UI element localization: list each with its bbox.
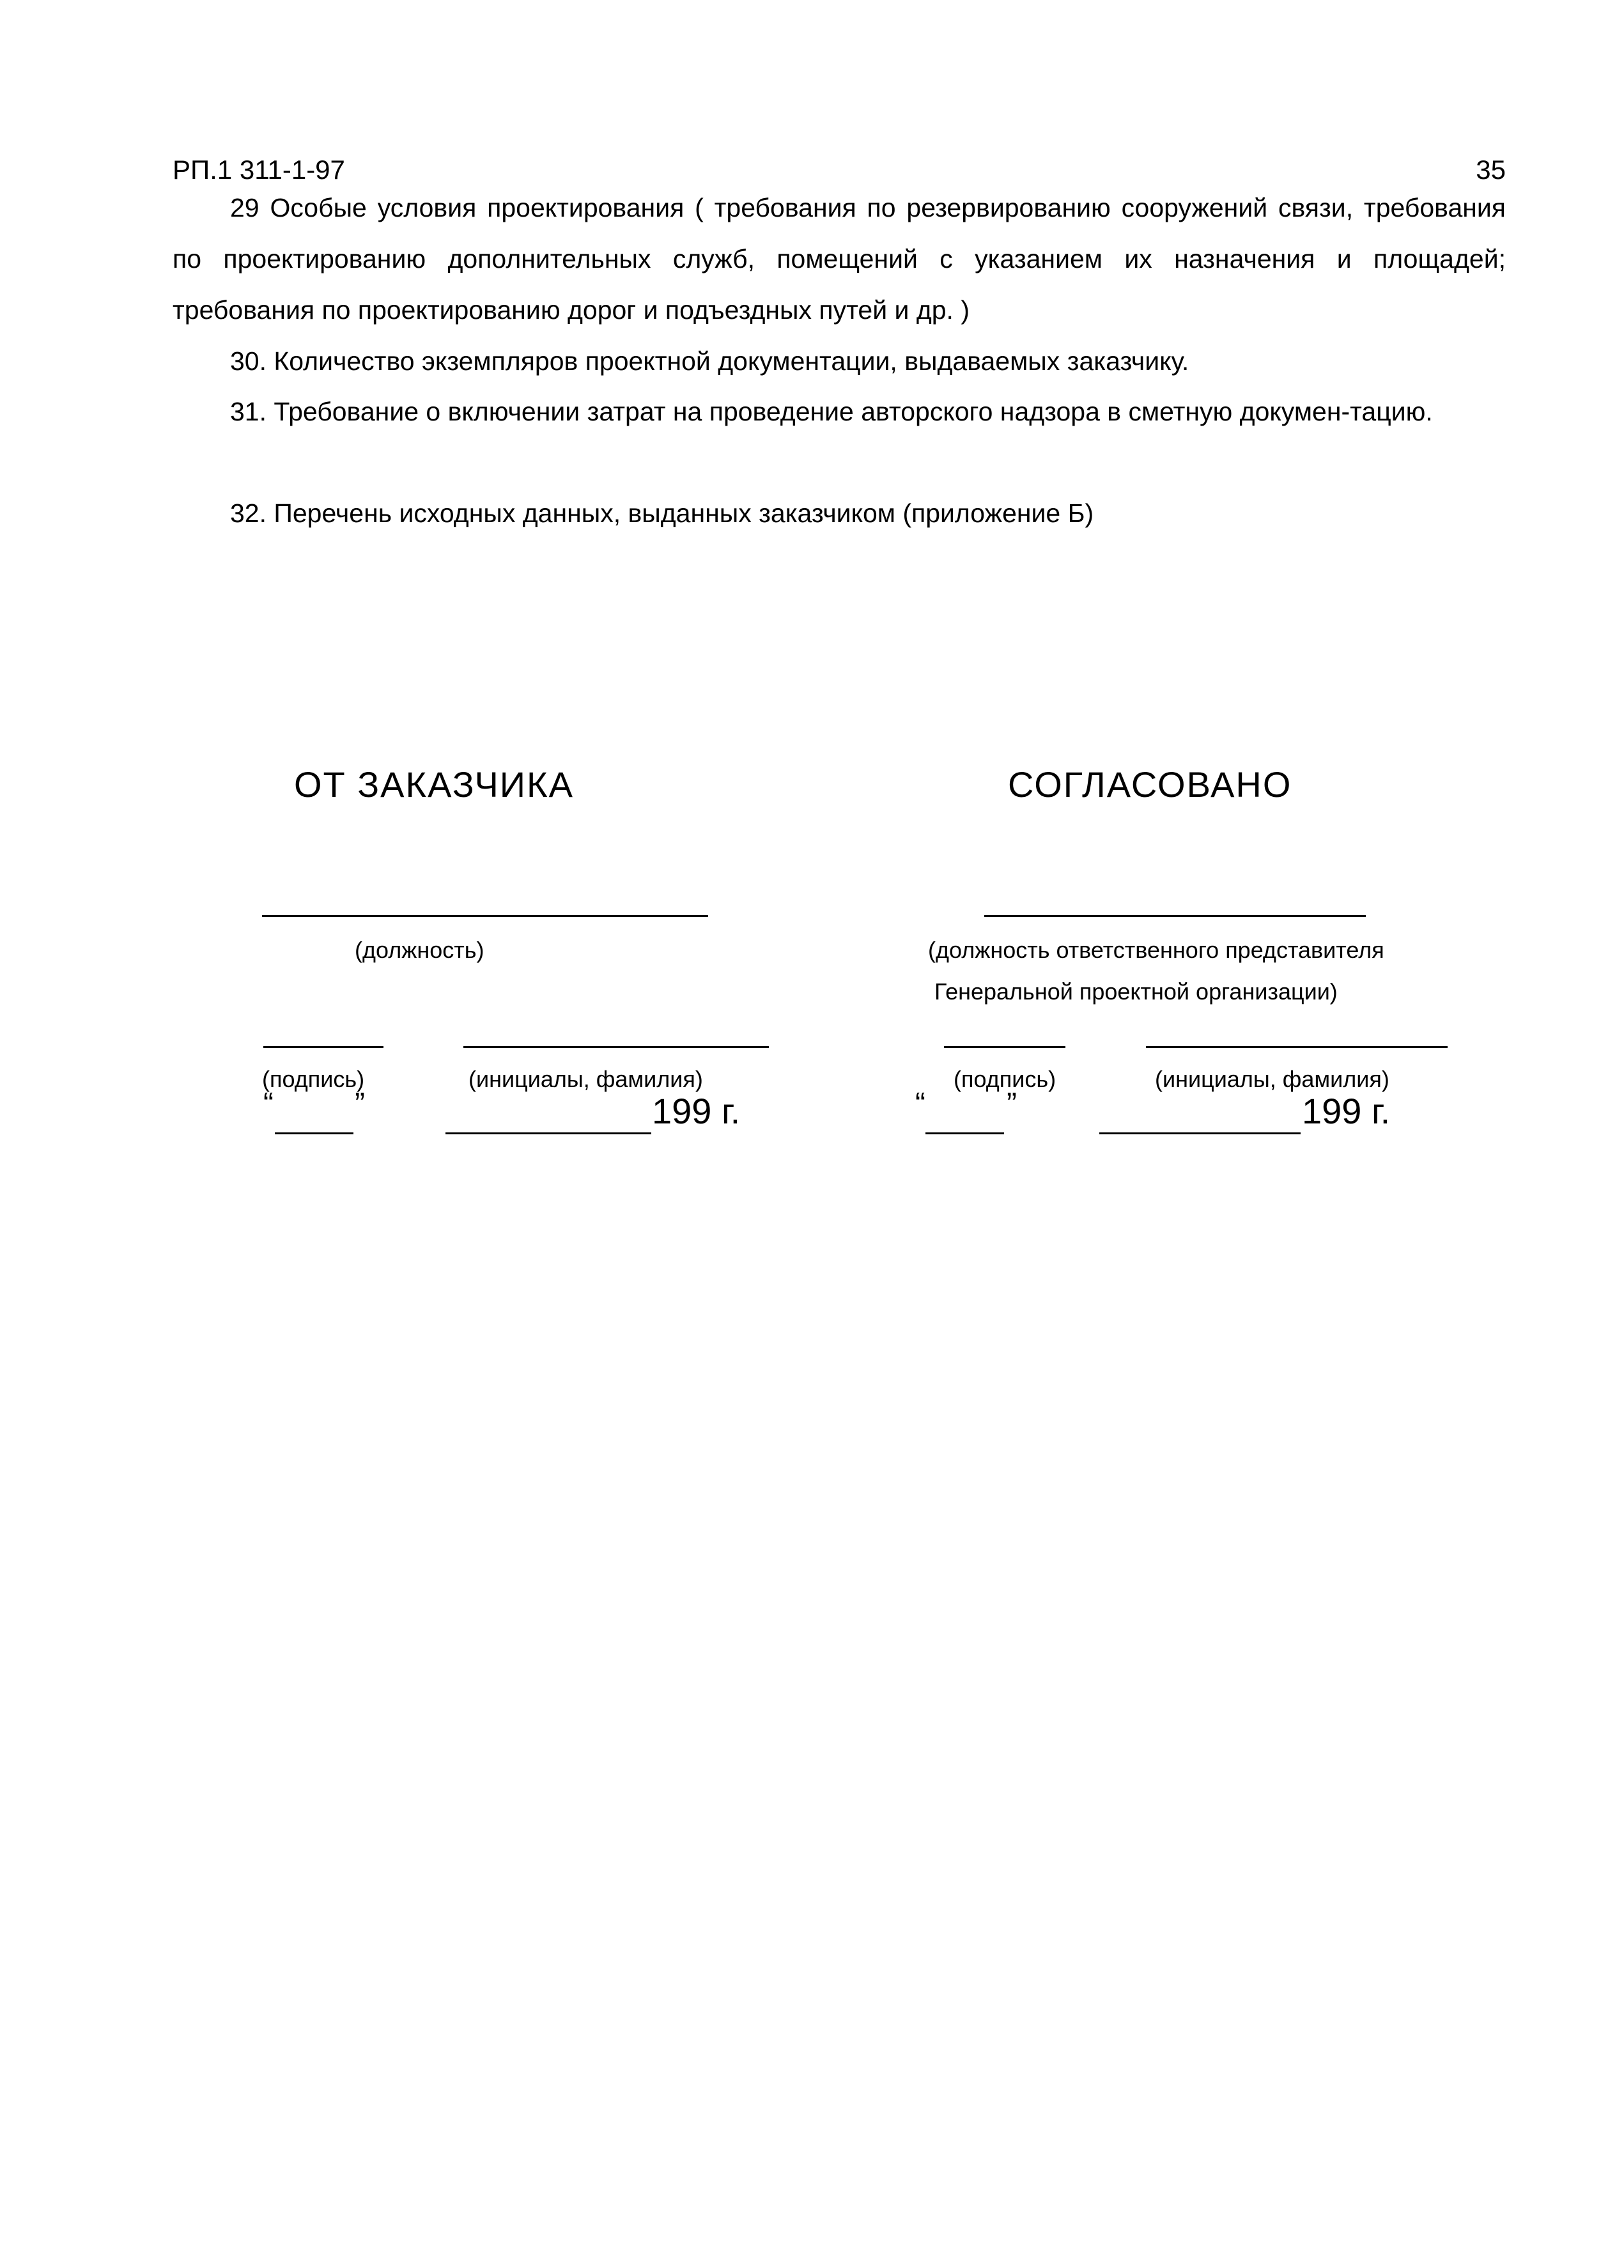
approval-signature-line xyxy=(944,1046,1065,1048)
day-line xyxy=(275,1132,353,1134)
item-31: 31. Требование о включении затрат на проведение авторского надзора в сметную докумен-тацию. xyxy=(230,397,1433,426)
name-caption: (инициалы, фамилия) xyxy=(468,1066,703,1092)
position-caption: (должность) xyxy=(355,937,484,963)
approval-position-caption-line1: (должность ответственного представителя xyxy=(928,937,1384,963)
position-line xyxy=(262,915,708,917)
page-number: 35 xyxy=(1476,155,1506,185)
month-line xyxy=(445,1132,651,1134)
approval-name-line xyxy=(1146,1046,1448,1048)
approval-date-quote-open: “ xyxy=(915,1087,925,1121)
approval-date-quote-close: ” xyxy=(1007,1087,1017,1121)
approval-heading: СОГЛАСОВАНО xyxy=(1008,764,1292,805)
item-32: 32. Перечень исходных данных, выданных заказчиком (приложение Б) xyxy=(230,498,1094,528)
item-29: 29 Особые условия проектирования ( требования по резервированию сооружений связи, требования по проектированию дополнительных служб, помещений с указанием их назначения и площадей; требования по проектированию дорог и подъездных путей и др. ) xyxy=(173,193,1506,325)
item-30: 30. Количество экземпляров проектной документации, выдаваемых заказчику. xyxy=(230,346,1189,376)
name-line xyxy=(463,1046,769,1048)
approval-month-line xyxy=(1099,1132,1301,1134)
approval-position-line xyxy=(984,915,1366,917)
approval-position-caption-line2: Генеральной проектной организации) xyxy=(934,978,1338,1005)
customer-heading: ОТ ЗАКАЗЧИКА xyxy=(294,764,574,805)
signature-line xyxy=(263,1046,383,1048)
date-quote-close: ” xyxy=(355,1087,365,1121)
approval-day-line xyxy=(925,1132,1004,1134)
date-year: 199 г. xyxy=(652,1091,741,1131)
approval-signature-caption: (подпись) xyxy=(954,1066,1056,1092)
signature-caption: (подпись) xyxy=(262,1066,365,1092)
approval-date-year: 199 г. xyxy=(1302,1091,1391,1131)
document-code: РП.1 311-1-97 xyxy=(173,155,345,185)
date-quote-open: “ xyxy=(263,1087,274,1121)
approval-name-caption: (инициалы, фамилия) xyxy=(1155,1066,1389,1092)
